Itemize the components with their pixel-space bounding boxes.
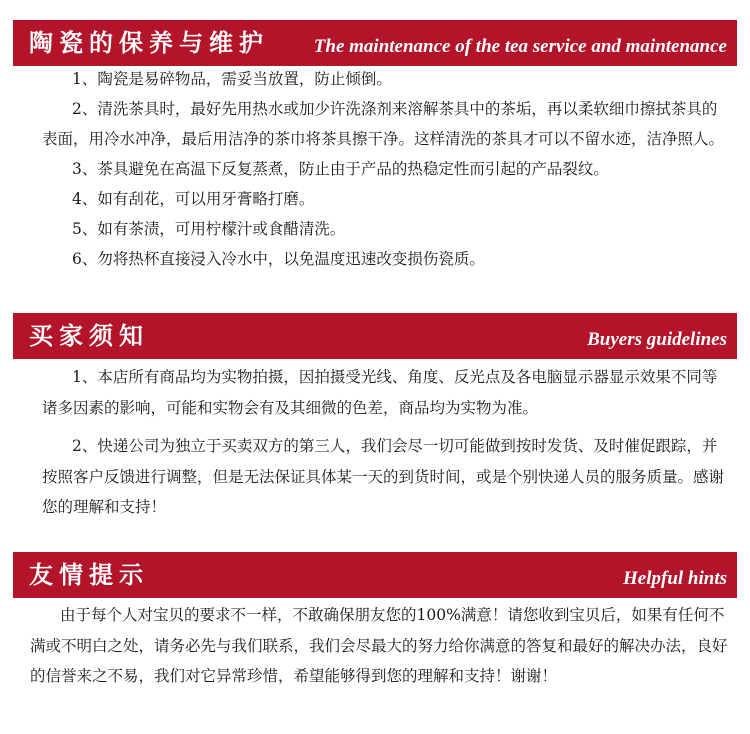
buyers-list — [42, 362, 732, 523]
maintenance-item-3: 3、茶具避免在高温下反复蒸煮，防止由于产品的热稳定性而引起的产品裂纹。 — [72, 160, 609, 178]
buyers-item-1: 1、本店所有商品均为实物拍摄，因拍摄受光线、角度、反光点及各电脑显示器显示效果不同等诸多因素的影响，可能和实物会有及其细微的色差，商品均为实物为准。 — [42, 368, 718, 417]
buyers-title-cn: 买家须知 — [29, 321, 149, 350]
hints-title-cn: 友情提示 — [29, 560, 149, 589]
hints-banner — [13, 552, 737, 598]
maintenance-item-1: 1、陶瓷是易碎物品，需妥当放置，防止倾倒。 — [72, 70, 392, 88]
hints-body — [30, 600, 732, 692]
maintenance-title-cn: 陶瓷的保养与维护 — [29, 28, 269, 57]
maintenance-list — [42, 64, 732, 274]
hints-title-en: Helpful hints — [623, 568, 727, 589]
maintenance-title-en: The maintenance of the tea service and maintenance — [313, 36, 727, 57]
buyers-banner — [13, 313, 737, 359]
maintenance-item-2: 2、清洗茶具时，最好先用热水或加少许洗涤剂来溶解茶具中的茶垢，再以柔软细巾擦拭茶具的表面，用冷水冲净，最后用洁净的茶巾将茶具擦干净。这样清洗的茶具才可以不留水迹，洁净照人。 — [42, 100, 725, 148]
hints-text: 由于每个人对宝贝的要求不一样，不敢确保朋友您的100%满意！请您收到宝贝后，如果有任何不满或不明白之处，请务必先与我们联系，我们会尽最大的努力给你满意的答复和最好的解决办法，良好的信誉来之不易，我们对它异常珍惜，希望能够得到您的理解和支持！谢谢！ — [30, 606, 728, 685]
maintenance-item-5: 5、如有茶渍，可用柠檬汁或食醋清洗。 — [72, 220, 346, 238]
maintenance-item-4: 4、如有刮花，可以用牙膏略打磨。 — [72, 190, 315, 208]
maintenance-item-6: 6、勿将热杯直接浸入冷水中，以免温度迅速改变损伤瓷质。 — [72, 250, 485, 268]
maintenance-banner — [13, 20, 737, 66]
buyers-title-en: Buyers guidelines — [587, 329, 727, 350]
buyers-item-2: 2、快递公司为独立于买卖双方的第三人，我们会尽一切可能做到按时发货、及时催促跟踪，并按照客户反馈进行调整，但是无法保证具体某一天的到货时间，或是个别快递人员的服务质量。感谢您的理解和支持！ — [42, 437, 725, 516]
